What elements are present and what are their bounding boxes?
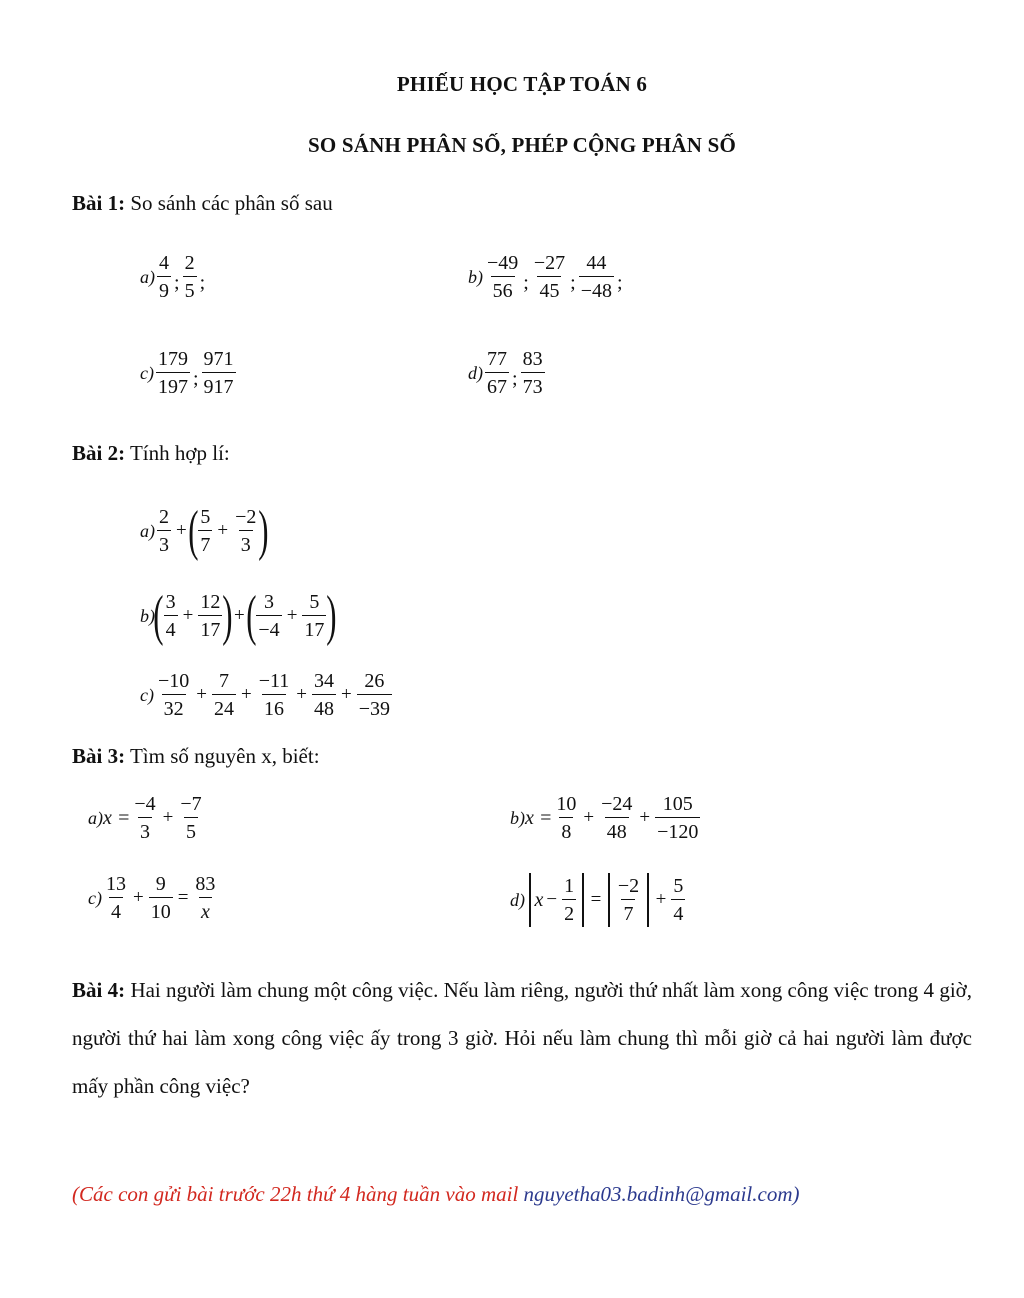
fraction: $\frac{-10}{32}$	[157, 670, 190, 720]
fraction: $\frac{3}{4}$	[165, 591, 176, 641]
bai1-c: c) $\frac{179}{197}$ ; $\frac{971}{917}$	[140, 348, 234, 398]
item-label: b)	[140, 605, 155, 626]
fraction: $\frac{971}{917}$	[203, 348, 234, 398]
fraction: $\frac{-27}{45}$	[533, 252, 566, 302]
bai1-text: So sánh các phân số sau	[130, 191, 333, 215]
bai2-text: Tính hợp lí:	[129, 441, 230, 465]
bai1-label: Bài 1:	[72, 191, 126, 215]
item-label: c)	[88, 887, 102, 908]
bai2-heading	[72, 441, 230, 466]
bai2-label: Bài 2:	[72, 441, 126, 465]
bai2-b: b) ( $\frac{3}{4}$ + $\frac{12}{17}$ ) + ( $\frac{3}{-4}$ + $\frac{5}{17}$ )	[140, 585, 337, 647]
bai1-d: d) $\frac{77}{67}$ ; $\frac{83}{73}$	[468, 348, 543, 398]
fraction: $\frac{83}{x}$	[195, 873, 216, 923]
fraction: $\frac{7}{24}$	[213, 670, 234, 720]
bai3-d: d) x − $\frac{1}{2}$ = $\frac{-2}{7}$ + $\frac{5}{4}$	[510, 875, 684, 925]
note-text: (Các con gửi bài trước 22h thứ 4 hàng tuần vào mail	[72, 1182, 519, 1206]
bai1-b: b) $\frac{-49}{56}$ ; $\frac{-27}{45}$ ; $\frac{44}{-48}$ ;	[468, 252, 623, 302]
fraction: $\frac{34}{48}$	[313, 670, 334, 720]
fraction: $\frac{2}{3}$	[159, 506, 169, 556]
fraction: $\frac{12}{17}$	[200, 591, 221, 641]
item-label: d)	[468, 362, 483, 383]
fraction: $\frac{4}{9}$	[159, 252, 169, 302]
fraction: $\frac{2}{5}$	[184, 252, 195, 302]
fraction: $\frac{105}{-120}$	[657, 793, 699, 843]
fraction: $\frac{3}{-4}$	[258, 591, 280, 641]
bai3-heading	[72, 744, 320, 769]
item-label: b)	[510, 807, 525, 828]
bai4-label: Bài 4:	[72, 978, 126, 1002]
fraction: $\frac{-49}{56}$	[487, 252, 519, 302]
fraction: $\frac{9}{10}$	[150, 873, 171, 923]
fraction: $\frac{-7}{5}$	[180, 793, 202, 843]
item-label: c)	[140, 362, 154, 383]
item-label: d)	[510, 889, 525, 910]
bai3-c: c) $\frac{13}{4}$ + $\frac{9}{10}$ = $\frac{83}{x}$	[88, 873, 216, 923]
fraction: $\frac{5}{7}$	[200, 506, 211, 556]
fraction: $\frac{26}{-39}$	[358, 670, 390, 720]
item-label: b)	[468, 266, 483, 287]
page-subtitle: SO SÁNH PHÂN SỐ, PHÉP CỘNG PHÂN SỐ	[307, 133, 736, 157]
bai1-a: a) $\frac{4}{9}$ ; $\frac{2}{5}$ ;	[140, 252, 206, 302]
submission-note	[72, 1182, 799, 1207]
bai3-label: Bài 3:	[72, 744, 126, 768]
bai4-paragraph	[72, 966, 972, 1110]
note-email: nguyetha03.badinh@gmail.com)	[523, 1182, 800, 1206]
item-label: a)	[140, 266, 155, 287]
bai3-b: b) x = $\frac{10}{8}$ + $\frac{-24}{48}$ + $\frac{105}{-120}$	[510, 793, 699, 843]
fraction: $\frac{-4}{3}$	[134, 793, 156, 843]
fraction: $\frac{-2}{7}$	[617, 875, 640, 925]
bai2-a: a) $\frac{2}{3}$ + ( $\frac{5}{7}$ + $\frac{-2}{3}$ )	[140, 500, 269, 562]
fraction: $\frac{44}{-48}$	[580, 252, 612, 302]
fraction: $\frac{5}{17}$	[304, 591, 325, 641]
bai3-text: Tìm số nguyên x, biết:	[129, 744, 320, 768]
fraction: $\frac{5}{4}$	[673, 875, 684, 925]
fraction: $\frac{77}{67}$	[487, 348, 507, 398]
bai3-a: a) x = $\frac{-4}{3}$ + $\frac{-7}{5}$	[88, 793, 202, 843]
page-title: PHIẾU HỌC TẬP TOÁN 6	[396, 72, 648, 96]
fraction: $\frac{1}{2}$	[564, 875, 575, 925]
fraction: $\frac{-11}{16}$	[258, 670, 290, 720]
bai2-c: c) $\frac{-10}{32}$ + $\frac{7}{24}$ + $\frac{-11}{16}$ + $\frac{34}{48}$ + $\frac{26}{-39}$	[140, 670, 390, 720]
fraction: $\frac{179}{197}$	[157, 348, 188, 398]
fraction: $\frac{-24}{48}$	[601, 793, 633, 843]
fraction: $\frac{10}{8}$	[556, 793, 577, 843]
bai1-heading	[72, 191, 333, 216]
bai4-text: Hai người làm chung một công việc. Nếu làm riêng, người thứ nhất làm xong công việc trong 4 giờ, người thứ hai làm xong công việc ấy trong 3 giờ. Hỏi nếu làm chung thì mỗi giờ cả hai người làm được mấy phần công việc?	[72, 978, 973, 1098]
item-label: c)	[140, 684, 154, 705]
item-label: a)	[140, 520, 155, 541]
item-label: a)	[88, 807, 103, 828]
fraction: $\frac{83}{73}$	[522, 348, 543, 398]
fraction: $\frac{-2}{3}$	[235, 506, 257, 556]
fraction: $\frac{13}{4}$	[105, 873, 126, 923]
